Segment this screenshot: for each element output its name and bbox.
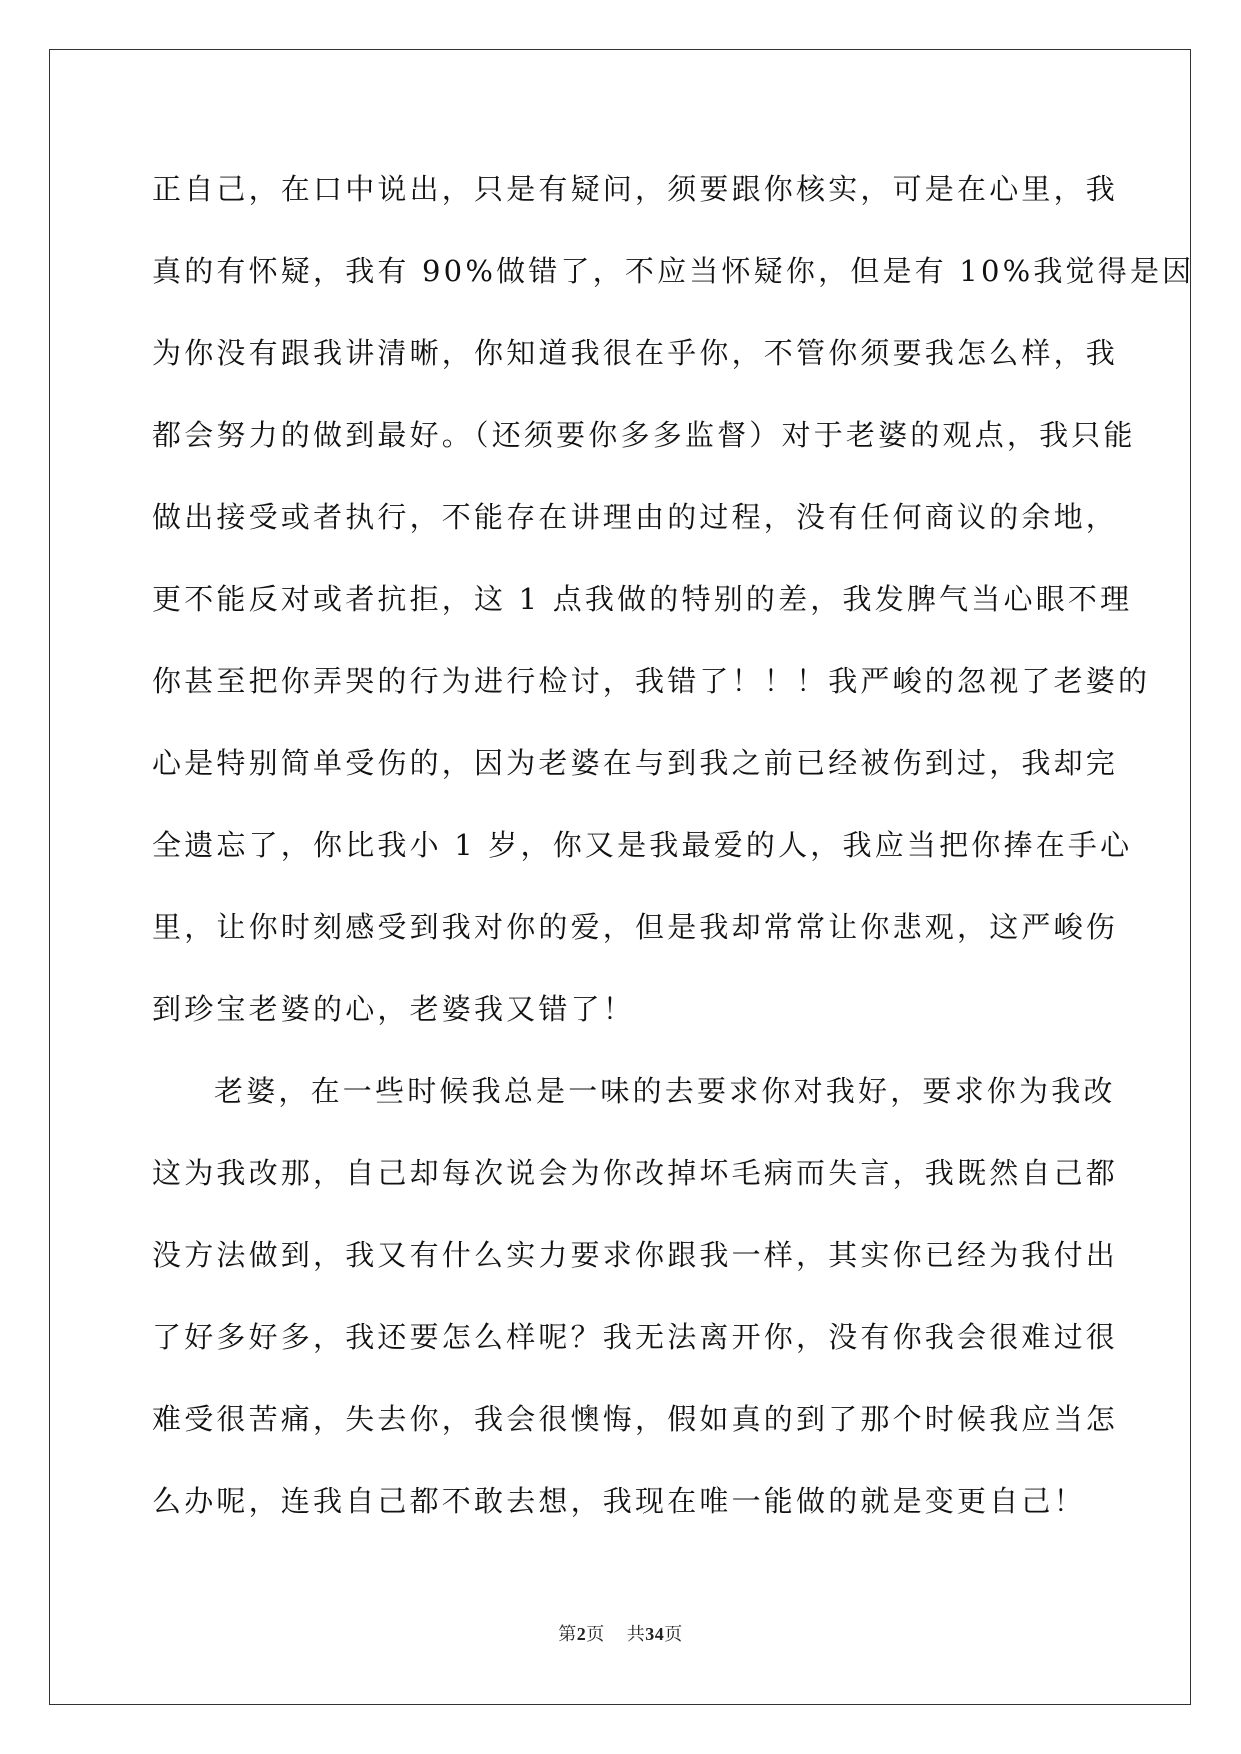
text-line: 了好多好多，我还要怎么样呢？我无法离开你，没有你我会很难过很 [152,1320,1119,1354]
text-line: 里，让你时刻感受到我对你的爱，但是我却常常让你悲观，这严峻伤 [152,910,1119,944]
text-line: 正自己，在口中说出，只是有疑问，须要跟你核实，可是在心里，我 [152,172,1119,206]
text-line: 为你没有跟我讲清晰，你知道我很在乎你，不管你须要我怎么样，我 [152,336,1119,370]
total-suffix: 页 [664,1624,683,1645]
text-line: 全遗忘了，你比我小 1 岁，你又是我最爱的人，我应当把你捧在手心 [152,828,1133,862]
text-line: 都会努力的做到最好。（还须要你多多监督）对于老婆的观点，我只能 [152,418,1136,452]
text-line: 真的有怀疑，我有 90%做错了，不应当怀疑你，但是有 10%我觉得是因 [152,254,1195,288]
total-prefix: 共 [626,1624,646,1645]
text-line: 做出接受或者执行，不能存在讲理由的过程，没有任何商议的余地， [152,500,1119,534]
page-prefix: 第 [558,1624,577,1645]
total-pages: 34 [645,1624,665,1644]
text-line: 难受很苦痛，失去你，我会很懊悔，假如真的到了那个时候我应当怎 [152,1402,1119,1436]
document-body [152,164,1195,1558]
text-line: 这为我改那，自己却每次说会为你改掉坏毛病而失言，我既然自己都 [152,1156,1119,1190]
page-number: 2 [576,1624,587,1644]
text-line: 没方法做到，我又有什么实力要求你跟我一样，其实你已经为我付出 [152,1238,1119,1272]
page-suffix: 页 [586,1624,605,1645]
page-footer [0,1620,1241,1646]
text-line: 你甚至把你弄哭的行为进行检讨，我错了！！！我严峻的忽视了老婆的 [152,664,1151,698]
text-line: 心是特别简单受伤的，因为老婆在与到我之前已经被伤到过，我却完 [152,746,1119,780]
text-line: 更不能反对或者抗拒，这 1 点我做的特别的差，我发脾气当心眼不理 [152,582,1133,616]
paragraph-first-line: 老婆，在一些时候我总是一味的去要求你对我好，要求你为我改 [214,1074,1116,1108]
text-line: 么办呢，连我自己都不敢去想，我现在唯一能做的就是变更自己！ [152,1484,1086,1518]
text-line: 到珍宝老婆的心，老婆我又错了！ [152,992,636,1026]
